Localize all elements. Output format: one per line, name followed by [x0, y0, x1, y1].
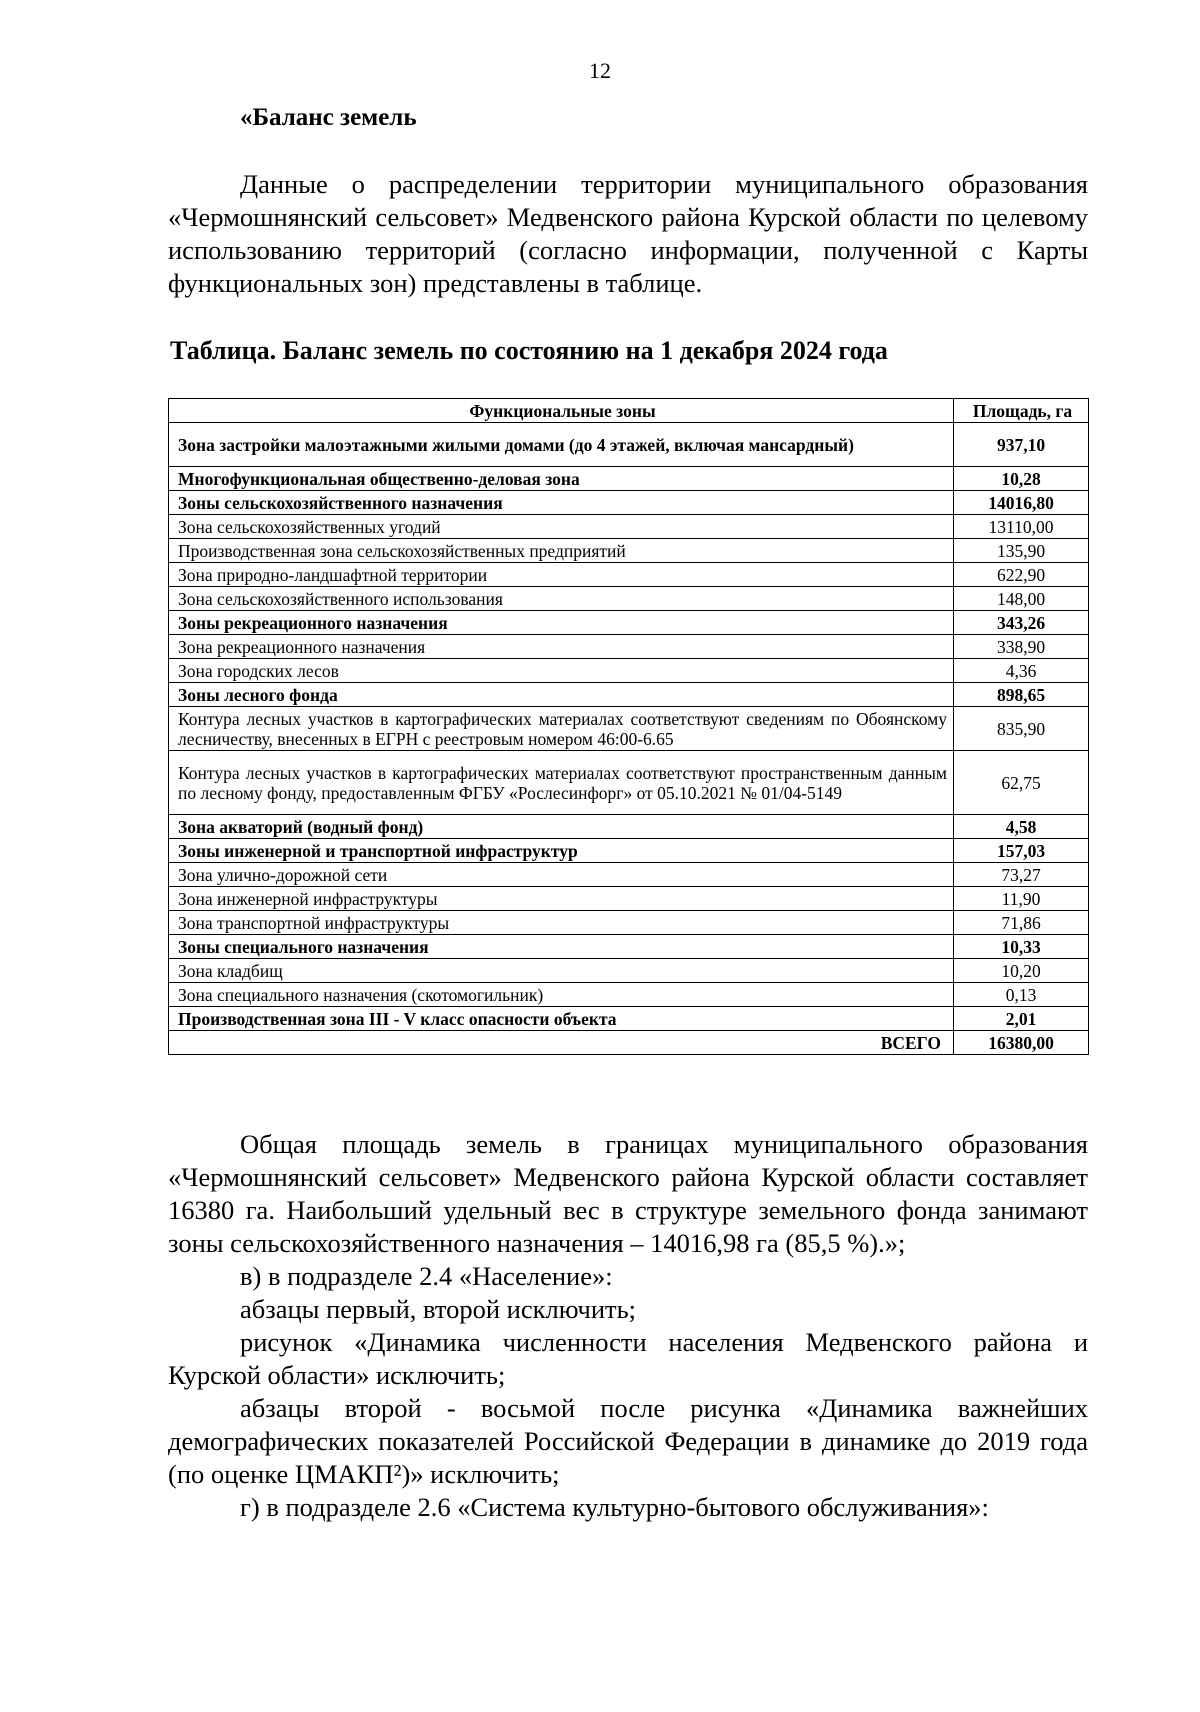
zone-cell: Зоны рекреационного назначения — [169, 611, 954, 635]
table-title: Таблица. Баланс земель по состоянию на 1 декабря 2024 года — [170, 336, 888, 365]
table-row — [169, 959, 1089, 983]
table-row — [169, 911, 1089, 935]
area-cell: 157,03 — [954, 839, 1089, 863]
zone-cell: Зона транспортной инфраструктуры — [169, 911, 954, 935]
area-cell: 11,90 — [954, 887, 1089, 911]
amendment-paragraph: абзацы второй - восьмой после рисунка «Динамика важнейших демографических показателей Российской Федерации в динамике до 2019 года (по оценке ЦМАКП²)» исключить; — [168, 1393, 1088, 1489]
header-area: Площадь, га — [954, 399, 1089, 423]
area-cell: 10,20 — [954, 959, 1089, 983]
table-row — [169, 539, 1089, 563]
header-zones: Функциональные зоны — [169, 399, 954, 423]
zone-cell: Зона сельскохозяйственного использования — [169, 587, 954, 611]
area-cell: 343,26 — [954, 611, 1089, 635]
intro-paragraph — [168, 168, 1088, 300]
table-row — [169, 839, 1089, 863]
amendment-paragraph: рисунок «Динамика численности населения Медвенского района и Курской области» исключить; — [168, 1327, 1088, 1390]
zone-cell: Зона акваторий (водный фонд) — [169, 815, 954, 839]
table-row — [169, 659, 1089, 683]
area-cell: 338,90 — [954, 635, 1089, 659]
table-row — [169, 707, 1089, 751]
zone-cell: Зона городских лесов — [169, 659, 954, 683]
total-label: ВСЕГО — [169, 1031, 954, 1055]
zone-cell: Производственная зона III - V класс опасности объекта — [169, 1007, 954, 1031]
zone-cell: Зона застройки малоэтажными жилыми домами (до 4 этажей, включая мансардный) — [169, 423, 954, 467]
section-heading: «Баланс земель — [240, 104, 417, 131]
area-cell: 4,36 — [954, 659, 1089, 683]
area-cell: 0,13 — [954, 983, 1089, 1007]
amendment-paragraph: абзацы первый, второй исключить; — [240, 1294, 637, 1324]
zone-cell: Контура лесных участков в картографических материалах соответствуют сведениям по Обоянскому лесничеству, внесенных в ЕГРН с реестровым номером 46:00-6.65 — [169, 707, 954, 751]
zone-cell: Зона специального назначения (скотомогильник) — [169, 983, 954, 1007]
zone-cell: Контура лесных участков в картографических материалах соответствуют пространственным данным по лесному фонду, предоставленным ФГБУ «Рослесинфорг» от 05.10.2021 № 01/04-5149 — [169, 751, 954, 815]
table-row — [169, 1007, 1089, 1031]
table-row — [169, 491, 1089, 515]
intro-text: Данные о распределении территории муниципального образования «Чермошнянский сельсовет» Медвенского района Курской области по целевому использованию территорий (согласно информации, полученной с Карты функциональных зон) представлены в таблице. — [168, 169, 1088, 298]
table-row — [169, 983, 1089, 1007]
zone-cell: Зона улично-дорожной сети — [169, 863, 954, 887]
table-row — [169, 935, 1089, 959]
area-cell: 835,90 — [954, 707, 1089, 751]
zone-cell: Зоны лесного фонда — [169, 683, 954, 707]
area-cell: 14016,80 — [954, 491, 1089, 515]
table-row — [169, 683, 1089, 707]
zone-cell: Производственная зона сельскохозяйственных предприятий — [169, 539, 954, 563]
summary-paragraph: Общая площадь земель в границах муниципального образования «Чермошнянский сельсовет» Медвенского района Курской области составляет 16380 га. Наибольший удельный вес в структуре земельного фонда занимают зоны сельскохозяйственного назначения – 14016,98 га (85,5 %).»; — [168, 1129, 1088, 1258]
amendment-paragraph: в) в подразделе 2.4 «Население»: — [240, 1261, 613, 1291]
zone-cell: Зоны инженерной и транспортной инфраструктур — [169, 839, 954, 863]
table-row — [169, 863, 1089, 887]
table-header-row — [169, 399, 1089, 423]
table-row — [169, 515, 1089, 539]
area-cell: 622,90 — [954, 563, 1089, 587]
amendment-paragraph: г) в подразделе 2.6 «Система культурно-бытового обслуживания»: — [240, 1492, 989, 1522]
area-cell: 73,27 — [954, 863, 1089, 887]
area-cell: 148,00 — [954, 587, 1089, 611]
zone-cell: Зоны сельскохозяйственного назначения — [169, 491, 954, 515]
zone-cell: Зона кладбищ — [169, 959, 954, 983]
zone-cell: Зона рекреационного назначения — [169, 635, 954, 659]
area-cell: 10,28 — [954, 467, 1089, 491]
table-row — [169, 751, 1089, 815]
zone-cell: Зоны специального назначения — [169, 935, 954, 959]
table-row — [169, 611, 1089, 635]
area-cell: 135,90 — [954, 539, 1089, 563]
table-row — [169, 635, 1089, 659]
area-cell: 71,86 — [954, 911, 1089, 935]
area-cell: 898,65 — [954, 683, 1089, 707]
table-row — [169, 467, 1089, 491]
area-cell: 2,01 — [954, 1007, 1089, 1031]
page-number: 12 — [589, 58, 611, 83]
table-row — [169, 563, 1089, 587]
area-cell: 937,10 — [954, 423, 1089, 467]
zone-cell: Многофункциональная общественно-деловая зона — [169, 467, 954, 491]
area-cell: 62,75 — [954, 751, 1089, 815]
zone-cell: Зона инженерной инфраструктуры — [169, 887, 954, 911]
zone-cell: Зона природно-ландшафтной территории — [169, 563, 954, 587]
table-row — [169, 887, 1089, 911]
table-total-row — [169, 1031, 1089, 1055]
area-cell: 4,58 — [954, 815, 1089, 839]
zone-cell: Зона сельскохозяйственных угодий — [169, 515, 954, 539]
table-row — [169, 587, 1089, 611]
table-row — [169, 815, 1089, 839]
land-balance-table — [168, 398, 1089, 1055]
area-cell: 10,33 — [954, 935, 1089, 959]
area-cell: 13110,00 — [954, 515, 1089, 539]
table-row — [169, 423, 1089, 467]
total-value: 16380,00 — [954, 1031, 1089, 1055]
closing-text — [168, 1128, 1088, 1524]
